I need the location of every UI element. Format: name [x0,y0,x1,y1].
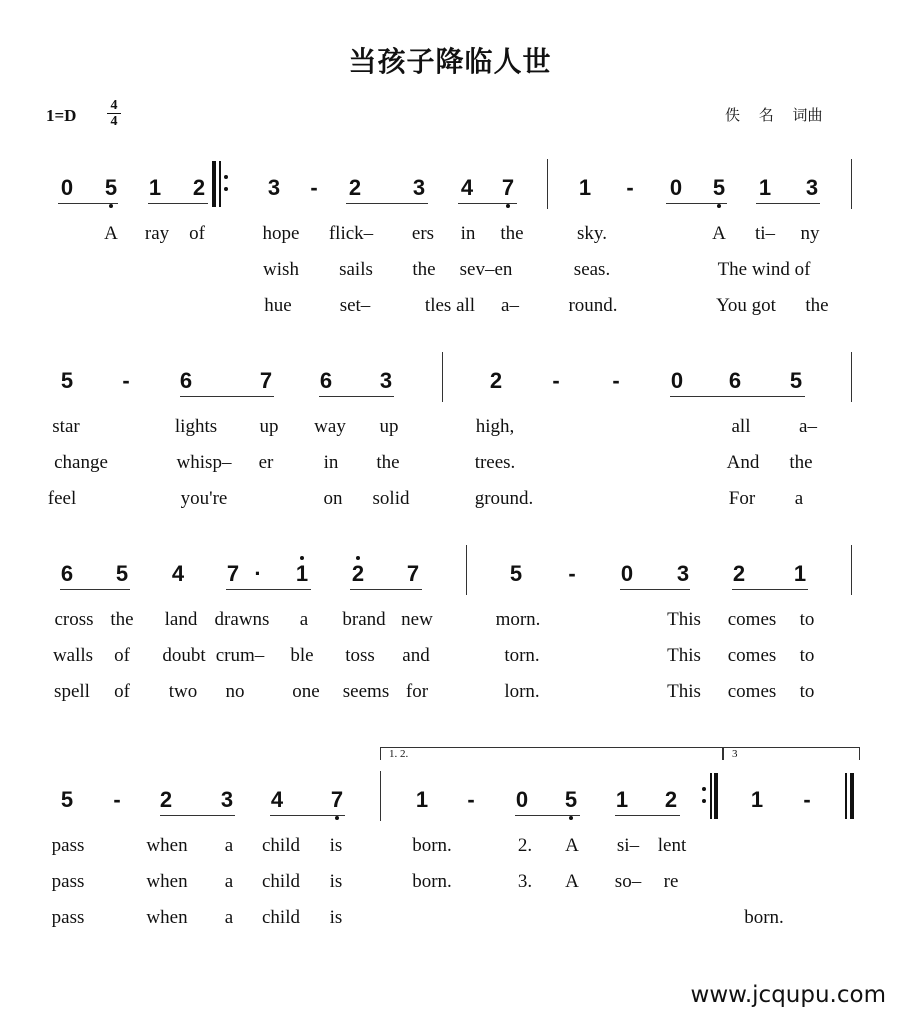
note: 5 [559,787,583,813]
note: 4 [460,175,474,200]
lyric-verse-2: the [412,259,436,280]
underline-beam [732,589,808,590]
lyric-verse-3: when [146,907,188,928]
lyric-verse-2: ble [290,645,314,666]
lyric-verse-1: morn. [495,609,541,630]
lyric-verse-3: a– [501,295,519,316]
lyric-verse-2: trees. [474,452,516,473]
barline [851,352,852,402]
lyric-verse-1: This [667,609,701,630]
lyric-verse-3: tles all [424,295,476,316]
lyric-verse-2: This [667,645,701,666]
lyric-verse-2: seas. [573,259,611,280]
octave-dot-below [335,816,339,820]
note: 6 [728,368,742,393]
note: 1 [148,175,162,200]
dash-extension: - [612,368,620,393]
lyric-verse-3: round. [568,295,618,316]
lyric-verse-1: child [262,835,300,856]
lyric-verse-1: lights [174,416,218,437]
lyric-verse-2: And [726,452,760,473]
thick-bar [714,773,718,819]
time-signature [106,98,122,129]
lyric-verse-1: sky. [577,223,607,244]
lyric-verse-1: A [712,223,726,244]
lyric-verse-1: of [189,223,205,244]
barline [851,159,852,209]
barline [380,771,381,821]
lyric-verse-1: star [52,416,80,437]
note: 0 [620,561,634,586]
lyric-verse-1: the [500,223,524,244]
note: 0 [60,175,74,200]
note: 4 [171,561,185,586]
lyric-verse-3: feel [47,488,77,509]
lyric-verse-1: way [314,416,346,437]
lyric-verse-1: all [731,416,751,437]
lyric-verse-2: doubt [162,645,206,666]
lyric-verse-3: is [329,907,343,928]
lyric-verse-3: spell [54,681,90,702]
lyric-verse-3: for [405,681,429,702]
note: 2 [348,175,362,200]
lyric-verse-1: a– [799,416,817,437]
underline-beam [515,815,580,816]
lyric-verse-2: whisp– [176,452,232,473]
lyric-verse-1: ti– [754,223,776,244]
note: 3 [379,368,393,393]
lyric-verse-3: You got [716,295,776,316]
note: 6 [319,368,333,393]
lyric-verse-3: This [667,681,701,702]
lyric-verse-1: A [565,835,579,856]
lyric-verse-3: lorn. [504,681,540,702]
lyric-verse-3: child [262,907,300,928]
repeat-dots [224,175,228,199]
lyric-verse-1: ny [800,223,820,244]
lyric-verse-2: and [402,645,430,666]
lyric-verse-3: one [292,681,320,702]
lyric-verse-2: sev–en [459,259,513,280]
dash-extension: - [467,787,475,812]
lyric-verse-1: a [299,609,309,630]
octave-dot-below [109,204,113,208]
lyric-verse-1: comes [727,609,777,630]
underline-beam [60,589,130,590]
note: 6 [179,368,193,393]
underline-beam [670,396,805,397]
barline [547,159,548,209]
dash-extension: - [568,561,576,586]
underline-beam [620,589,690,590]
note: 3 [412,175,426,200]
underline-beam [458,203,517,204]
note: 1 [615,787,629,812]
octave-dot-below [506,204,510,208]
lyric-verse-2: to [799,645,815,666]
note: 2 [732,561,746,586]
octave-dot-above [300,556,304,560]
underline-beam [148,203,208,204]
lyric-verse-3: the [805,295,829,316]
barline [466,545,467,595]
lyric-verse-1: ray [144,223,170,244]
octave-dot-below [717,204,721,208]
lyric-verse-1: 2. [517,835,533,856]
lyric-verse-1: high, [475,416,515,437]
note: 7 [406,561,420,586]
note: 6 [60,561,74,586]
note: 5 [789,368,803,393]
note: 7 [226,561,240,586]
lyric-verse-2: in [323,452,339,473]
lyric-verse-3: of [114,681,130,702]
lyric-verse-2: re [663,871,679,892]
thin-bar [710,773,712,819]
lyric-verse-1: when [146,835,188,856]
note: 1 [793,561,807,586]
underline-beam [270,815,345,816]
lyric-verse-2: child [262,871,300,892]
lyric-verse-1: up [259,416,279,437]
underline-beam [666,203,727,204]
note: 2 [192,175,206,200]
lyric-verse-1: in [460,223,476,244]
thick-bar [212,161,216,207]
lyric-verse-1: pass [51,835,85,856]
note: 1 [578,175,592,200]
octave-dot-above [356,556,360,560]
underline-beam [756,203,820,204]
note: 4 [270,787,284,812]
lyric-verse-3: to [799,681,815,702]
barline [442,352,443,402]
lyric-verse-2: torn. [504,645,540,666]
lyric-verse-1: land [164,609,198,630]
lyric-verse-2: walls [52,645,94,666]
lyric-verse-3: you're [180,488,228,509]
lyric-verse-1: new [401,609,433,630]
dash-extension: - [122,368,130,393]
song-title: 当孩子降临人世 [348,45,552,78]
note: 0 [669,175,683,200]
note: 1 [290,561,314,587]
time-signature-top: 4 [110,98,118,113]
lyric-verse-1: brand [342,609,386,630]
note: 1 [758,175,772,200]
note: 2 [346,561,370,587]
lyric-verse-2: the [376,452,400,473]
lyric-verse-1: flick– [328,223,374,244]
dash-extension: - [310,175,318,200]
lyric-verse-3: solid [372,488,410,509]
lyric-verse-2: a [224,871,234,892]
note: 5 [99,175,123,201]
watermark-url: www.jcqupu.com [690,982,886,1008]
lyric-verse-3: comes [727,681,777,702]
underline-beam [615,815,680,816]
lyric-verse-1: born. [412,835,452,856]
lyric-verse-3: a [224,907,234,928]
note: · [254,561,262,586]
time-signature-bottom: 4 [110,114,118,129]
dash-extension: - [803,787,811,812]
underline-beam [226,589,311,590]
lyric-verse-2: The wind of [717,259,811,280]
lyric-verse-1: drawns [214,609,270,630]
key-signature: 1=D [46,106,77,125]
note: 5 [60,787,74,812]
lyric-verse-2: is [329,871,343,892]
lyric-verse-3: For [728,488,756,509]
volta-bracket: 3 [723,747,860,760]
note: 5 [115,561,129,586]
lyric-verse-2: crum– [215,645,265,666]
underline-beam [319,396,394,397]
lyric-verse-2: the [789,452,813,473]
underline-beam [350,589,422,590]
underline-beam [180,396,274,397]
lyric-verse-2: of [114,645,130,666]
lyric-verse-2: so– [614,871,642,892]
note: 2 [664,787,678,812]
lyric-verse-3: pass [51,907,85,928]
lyric-verse-3: a [794,488,804,509]
dash-extension: - [552,368,560,393]
lyric-verse-2: comes [727,645,777,666]
lyric-verse-3: born. [744,907,784,928]
note: 2 [159,787,173,812]
underline-beam [346,203,428,204]
note: 7 [325,787,349,813]
octave-dot-below [569,816,573,820]
lyric-verse-3: ground. [474,488,534,509]
dash-extension: - [113,787,121,812]
lyric-verse-1: is [329,835,343,856]
note: 7 [496,175,520,201]
lyric-verse-1: the [110,609,134,630]
note: 1 [415,787,429,812]
lyric-verse-2: 3. [517,871,533,892]
dash-extension: - [626,175,634,200]
note: 5 [60,368,74,393]
note: 3 [676,561,690,586]
lyric-verse-2: when [146,871,188,892]
lyric-verse-1: hope [262,223,300,244]
lyric-verse-3: set– [339,295,371,316]
thin-bar [219,161,221,207]
lyric-verse-3: two [168,681,198,702]
lyric-verse-2: pass [51,871,85,892]
lyric-verse-1: up [379,416,399,437]
thin-bar [845,773,847,819]
note: 5 [509,561,523,586]
lyric-verse-1: lent [657,835,687,856]
repeat-dots [702,787,706,811]
lyric-verse-3: seems [342,681,390,702]
underline-beam [160,815,235,816]
lyric-verse-2: sails [339,259,373,280]
lyric-verse-3: hue [264,295,292,316]
lyric-verse-1: a [224,835,234,856]
lyric-verse-2: wish [263,259,299,280]
note: 3 [267,175,281,200]
lyric-verse-2: er [258,452,274,473]
lyric-verse-2: A [565,871,579,892]
lyric-verse-1: cross [54,609,94,630]
note: 1 [750,787,764,812]
barline [851,545,852,595]
note: 3 [805,175,819,200]
lyric-verse-2: toss [345,645,375,666]
credit-composer: 佚 名 词曲 [725,106,823,124]
note: 7 [259,368,273,393]
note: 0 [515,787,529,812]
volta-bracket: 1. 2. [380,747,723,760]
note: 0 [670,368,684,393]
note: 2 [489,368,503,393]
lyric-verse-1: ers [411,223,435,244]
thick-bar [850,773,854,819]
lyric-verse-1: to [799,609,815,630]
lyric-verse-1: si– [616,835,640,856]
note: 5 [707,175,731,201]
lyric-verse-1: A [104,223,118,244]
lyric-verse-2: change [54,452,108,473]
underline-beam [58,203,118,204]
lyric-verse-3: no [225,681,245,702]
lyric-verse-2: born. [412,871,452,892]
lyric-verse-3: on [323,488,343,509]
note: 3 [220,787,234,812]
